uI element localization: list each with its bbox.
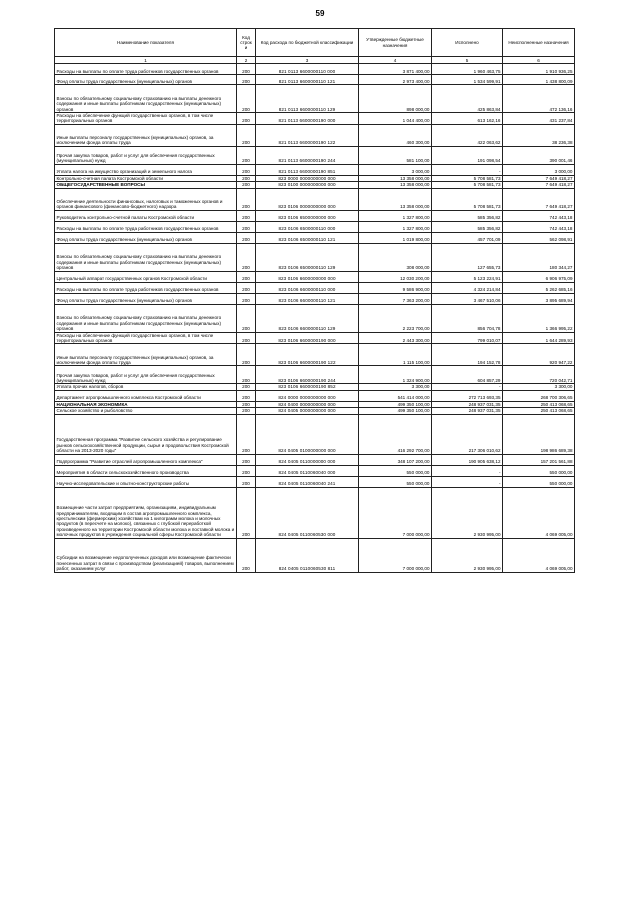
header-budget-code: Код расхода по бюджетной классификации [256,29,359,57]
row-name: Взносы по обязательному социальному страхованию на выплаты денежного содержания и иные выплаты работникам государственных (муниципальных) органов [55,85,237,113]
row-approved: 1 327 800,00 [359,221,432,232]
row-executed: 2 930 995,00 [432,487,503,538]
row-name: Руководитель контрольно-счетной палаты Костромской области [55,210,237,221]
col-number: 2 [237,57,256,64]
row-unexecuted: 742 443,18 [503,221,575,232]
row-line-code: 200 [237,344,256,366]
row-name: Научно-исследовательские и опытно-конструкторские работы [55,476,237,487]
row-name: Обеспечение деятельности финансовых, налоговых и таможенных органов и органов финансового (финансово-бюджетного) надзора [55,188,237,210]
row-unexecuted: 1 366 995,22 [503,304,575,332]
row-unexecuted: 3 000,00 [503,164,575,175]
row-executed: 425 863,84 [432,85,503,113]
row-executed: 190 905 638,12 [432,454,503,465]
row-name: Уплата прочих налогов, сборов [55,384,237,390]
row-budget-code: 824 0000 0000000000 000 [256,390,359,401]
row-unexecuted: 7 649 418,27 [503,175,575,181]
row-approved: 13 358 000,00 [359,188,432,210]
row-approved: 1 019 800,00 [359,232,432,243]
table-row [55,390,575,401]
row-executed: - [432,164,503,175]
row-line-code: 200 [237,124,256,146]
table-row [55,271,575,282]
row-name: Субсидии на возмещение недополученных доходов или возмещение фактически понесенных затрат в связи с производством (реализацией) товаров, выполнением работ, оказанием услуг [55,538,237,572]
row-budget-code: 823 0106 6600000190 122 [256,344,359,366]
row-approved: 13 358 000,00 [359,175,432,181]
table-row [55,64,575,75]
row-approved: 550 000,00 [359,476,432,487]
row-line-code: 200 [237,243,256,271]
row-budget-code: 823 0000 0000000000 000 [256,175,359,181]
row-unexecuted: 180 344,27 [503,243,575,271]
row-approved: 3 300,00 [359,384,432,390]
col-number: 1 [55,57,237,64]
row-unexecuted: 6 906 975,09 [503,271,575,282]
row-line-code: 200 [237,75,256,85]
table-row [55,243,575,271]
table-row [55,465,575,476]
budget-table [54,28,575,573]
row-name: Фонд оплаты труда государственных (муниципальных) органов [55,75,237,85]
row-executed: 856 704,78 [432,304,503,332]
row-name: НАЦИОНАЛЬНАЯ ЭКОНОМИКА [55,401,237,407]
row-approved: 2 973 400,00 [359,75,432,85]
row-executed: 799 010,07 [432,332,503,344]
row-budget-code: 821 0113 6600000110 129 [256,85,359,113]
row-line-code: 200 [237,64,256,75]
row-executed: 1 534 599,91 [432,75,503,85]
row-line-code: 200 [237,304,256,332]
row-unexecuted: 920 947,22 [503,344,575,366]
row-budget-code: 821 0113 6600000190 000 [256,113,359,125]
row-line-code: 200 [237,221,256,232]
row-name: Расходы на выплаты по оплате труда работников государственных органов [55,221,237,232]
row-approved: 581 100,00 [359,146,432,164]
row-name: Расходы на выплаты по оплате труда работников государственных органов [55,64,237,75]
row-budget-code: 824 0405 0110000000 000 [256,454,359,465]
row-executed: 457 701,09 [432,232,503,243]
row-unexecuted: 550 000,00 [503,476,575,487]
row-unexecuted: 3 895 689,94 [503,293,575,304]
row-executed: 2 930 995,00 [432,538,503,572]
row-unexecuted: 3 300,00 [503,384,575,390]
row-name: Государственная программа "Развитие сельского хозяйства и регулирование рынков сельскохозяйственной продукции, сырья и продовольствия Костромской области на 2013-2020 годы" [55,414,237,454]
row-budget-code: 824 0405 0110060040 000 [256,465,359,476]
table-row [55,182,575,188]
row-approved: 416 292 700,00 [359,414,432,454]
column-number-row [55,57,575,64]
row-budget-code: 821 0113 6600000190 122 [256,124,359,146]
row-executed: 272 713 693,35 [432,390,503,401]
table-row [55,293,575,304]
row-approved: 13 358 000,00 [359,182,432,188]
table-row [55,75,575,85]
row-budget-code: 823 0106 6500000110 129 [256,243,359,271]
row-executed: - [432,465,503,476]
row-line-code: 200 [237,390,256,401]
row-approved: 898 000,00 [359,85,432,113]
row-executed: 1 960 463,75 [432,64,503,75]
table-row [55,476,575,487]
row-line-code: 200 [237,384,256,390]
row-unexecuted: 5 262 685,16 [503,282,575,293]
row-budget-code: 824 0405 0110060040 241 [256,476,359,487]
row-line-code: 200 [237,487,256,538]
row-budget-code: 821 0113 6600000110 000 [256,64,359,75]
row-approved: 2 443 300,00 [359,332,432,344]
header-executed: Исполнено [432,29,503,57]
row-approved: 3 871 400,00 [359,64,432,75]
table-row [55,414,575,454]
row-line-code: 200 [237,146,256,164]
row-name: Уплата налога на имущество организаций и земельного налога [55,164,237,175]
table-header-row [55,29,575,57]
row-unexecuted: 390 001,46 [503,146,575,164]
col-number: 6 [503,57,575,64]
row-unexecuted: 38 236,38 [503,124,575,146]
row-name: Прочая закупка товаров, работ и услуг для обеспечения государственных (муниципальных) нужд [55,146,237,164]
row-budget-code: 824 0400 0000000000 000 [256,401,359,407]
row-line-code: 200 [237,332,256,344]
row-line-code: 200 [237,293,256,304]
row-budget-code: 824 0405 0000000000 000 [256,408,359,414]
row-budget-code: 824 0405 0110060530 811 [256,538,359,572]
table-row [55,232,575,243]
row-executed: 127 655,73 [432,243,503,271]
table-row [55,210,575,221]
row-budget-code: 823 0106 6600000190 244 [256,366,359,384]
row-name: Центральный аппарат государственных органов Костромской области [55,271,237,282]
table-body [55,64,575,573]
row-executed: 604 857,29 [432,366,503,384]
row-line-code: 200 [237,210,256,221]
row-line-code: 200 [237,538,256,572]
row-line-code: 200 [237,182,256,188]
row-unexecuted: 7 649 418,27 [503,182,575,188]
col-number: 4 [359,57,432,64]
row-unexecuted: 1 910 936,25 [503,64,575,75]
table-row [55,487,575,538]
row-unexecuted: 431 237,84 [503,113,575,125]
row-budget-code: 823 0106 6600000110 121 [256,293,359,304]
page-number: 59 [315,9,325,18]
row-executed: - [432,384,503,390]
row-executed: 4 324 214,84 [432,282,503,293]
table-row [55,332,575,344]
row-name: Расходы на обеспечение функций государственных органов, в том числе территориальных органов [55,113,237,125]
row-line-code: 200 [237,414,256,454]
table-row [55,175,575,181]
row-line-code: 200 [237,188,256,210]
row-executed: - [432,476,503,487]
row-budget-code: 823 0106 6600000110 000 [256,282,359,293]
table-row [55,85,575,113]
row-line-code: 200 [237,85,256,113]
row-name: Мероприятия в области сельскохозяйственного производства [55,465,237,476]
row-line-code: 200 [237,113,256,125]
row-unexecuted: 1 438 800,09 [503,75,575,85]
table-row [55,454,575,465]
row-name: Возмещение части затрат предприятиям, организациям, индивидуальным предпринимателям, входящим в состав агропромышленного комплекса, крестьянским (фермерским) хозяйствам на 1 килограмм молока и молочных продуктов (в пересчете на молоко), связанных с глубокой переработкой произведенного на территории Костромской области молока и поставкой молока и молочных продуктов в учреждения социальной сферы Костромской области [55,487,237,538]
col-number: 5 [432,57,503,64]
table-row [55,344,575,366]
row-executed: 422 063,62 [432,124,503,146]
row-line-code: 200 [237,282,256,293]
row-approved: 308 000,00 [359,243,432,271]
row-line-code: 200 [237,175,256,181]
row-budget-code: 824 0405 0100000000 000 [256,414,359,454]
row-name: Департамент агропромышленного комплекса Костромской области [55,390,237,401]
col-number: 3 [256,57,359,64]
table-row [55,304,575,332]
table-row [55,146,575,164]
table-row [55,366,575,384]
row-unexecuted: 268 700 306,65 [503,390,575,401]
row-unexecuted: 472 136,16 [503,85,575,113]
row-approved: 7 363 200,00 [359,293,432,304]
row-budget-code: 823 0106 6600000110 129 [256,304,359,332]
row-name: Подпрограмма "Развитие отраслей агропромышленного комплекса" [55,454,237,465]
row-executed: 3 467 510,06 [432,293,503,304]
row-unexecuted: 1 644 289,93 [503,332,575,344]
table-row [55,282,575,293]
table-row [55,221,575,232]
row-unexecuted: 4 069 005,00 [503,538,575,572]
row-name: Контрольно-счетная палата Костромской области [55,175,237,181]
row-unexecuted: 250 413 068,65 [503,408,575,414]
row-approved: 541 414 000,00 [359,390,432,401]
row-executed: 248 937 031,35 [432,401,503,407]
row-budget-code: 823 0106 6600000190 000 [256,332,359,344]
row-line-code: 200 [237,401,256,407]
row-approved: 1 044 400,00 [359,113,432,125]
row-unexecuted: 198 986 689,38 [503,414,575,454]
row-budget-code: 823 0106 6600000190 852 [256,384,359,390]
row-budget-code: 823 0106 0000000000 000 [256,188,359,210]
row-executed: 613 162,16 [432,113,503,125]
row-line-code: 200 [237,465,256,476]
row-budget-code: 821 0113 6600000110 121 [256,75,359,85]
row-budget-code: 823 0106 6500000110 121 [256,232,359,243]
row-approved: 7 000 000,00 [359,487,432,538]
row-approved: 499 350 100,00 [359,401,432,407]
row-name: Фонд оплаты труда государственных (муниципальных) органов [55,293,237,304]
row-name: ОБЩЕГОСУДАРСТВЕННЫЕ ВОПРОСЫ [55,182,237,188]
row-unexecuted: 4 069 005,00 [503,487,575,538]
row-approved: 348 107 200,00 [359,454,432,465]
row-name: Расходы на выплаты по оплате труда работников государственных органов [55,282,237,293]
row-name: Иные выплаты персоналу государственных (муниципальных) органов, за исключением фонда оплаты труда [55,344,237,366]
row-executed: 191 098,54 [432,146,503,164]
row-executed: 217 306 010,62 [432,414,503,454]
row-approved: 12 030 200,00 [359,271,432,282]
row-approved: 550 000,00 [359,465,432,476]
row-budget-code: 823 0106 6500000000 000 [256,210,359,221]
row-executed: 5 708 581,73 [432,188,503,210]
row-name: Взносы по обязательному социальному страхованию на выплаты денежного содержания и иные выплаты работникам государственных (муниципальных) органов [55,243,237,271]
row-unexecuted: 550 000,00 [503,465,575,476]
row-line-code: 200 [237,232,256,243]
row-name: Иные выплаты персоналу государственных (муниципальных) органов, за исключением фонда оплаты труда [55,124,237,146]
table-row [55,538,575,572]
row-approved: 3 000,00 [359,164,432,175]
row-approved: 7 000 000,00 [359,538,432,572]
row-name: Прочая закупка товаров, работ и услуг для обеспечения государственных (муниципальных) нужд [55,366,237,384]
row-line-code: 200 [237,366,256,384]
row-unexecuted: 157 201 561,88 [503,454,575,465]
row-name: Расходы на обеспечение функций государственных органов, в том числе территориальных органов [55,332,237,344]
row-line-code: 200 [237,271,256,282]
row-budget-code: 821 0113 6600000190 851 [256,164,359,175]
row-executed: 585 356,82 [432,210,503,221]
row-executed: 5 708 581,73 [432,182,503,188]
header-unexecuted: Неисполненные назначения [503,29,575,57]
row-approved: 2 223 700,00 [359,304,432,332]
table-row [55,164,575,175]
row-name: Фонд оплаты труда государственных (муниципальных) органов [55,232,237,243]
row-unexecuted: 562 098,91 [503,232,575,243]
row-approved: 9 586 900,00 [359,282,432,293]
row-approved: 1 327 800,00 [359,210,432,221]
table-row [55,188,575,210]
row-approved: 499 350 100,00 [359,408,432,414]
row-executed: 194 152,78 [432,344,503,366]
row-approved: 1 324 900,00 [359,366,432,384]
header-name: Наименование показателя [55,29,237,57]
table-row [55,113,575,125]
row-unexecuted: 742 443,18 [503,210,575,221]
row-approved: 460 300,00 [359,124,432,146]
row-budget-code: 823 0100 0000000000 000 [256,182,359,188]
header-approved: Утвержденные бюджетные назначения [359,29,432,57]
row-unexecuted: 720 042,71 [503,366,575,384]
row-executed: 248 937 031,35 [432,408,503,414]
row-unexecuted: 250 413 068,65 [503,401,575,407]
row-name: Сельское хозяйство и рыболовство [55,408,237,414]
row-budget-code: 821 0113 6600000190 244 [256,146,359,164]
row-executed: 585 356,82 [432,221,503,232]
row-line-code: 200 [237,476,256,487]
row-approved: 1 115 100,00 [359,344,432,366]
row-line-code: 200 [237,408,256,414]
row-line-code: 200 [237,454,256,465]
header-line-code: Код строк и [237,29,256,57]
row-executed: 5 708 581,73 [432,175,503,181]
row-name: Взносы по обязательному социальному страхованию на выплаты денежного содержания и иные выплаты работникам государственных (муниципальных) органов [55,304,237,332]
row-budget-code: 823 0106 6600000000 000 [256,271,359,282]
row-unexecuted: 7 649 418,27 [503,188,575,210]
row-line-code: 200 [237,164,256,175]
table-row [55,124,575,146]
row-budget-code: 823 0106 6500000110 000 [256,221,359,232]
row-executed: 5 123 224,91 [432,271,503,282]
row-budget-code: 824 0405 0110060530 000 [256,487,359,538]
